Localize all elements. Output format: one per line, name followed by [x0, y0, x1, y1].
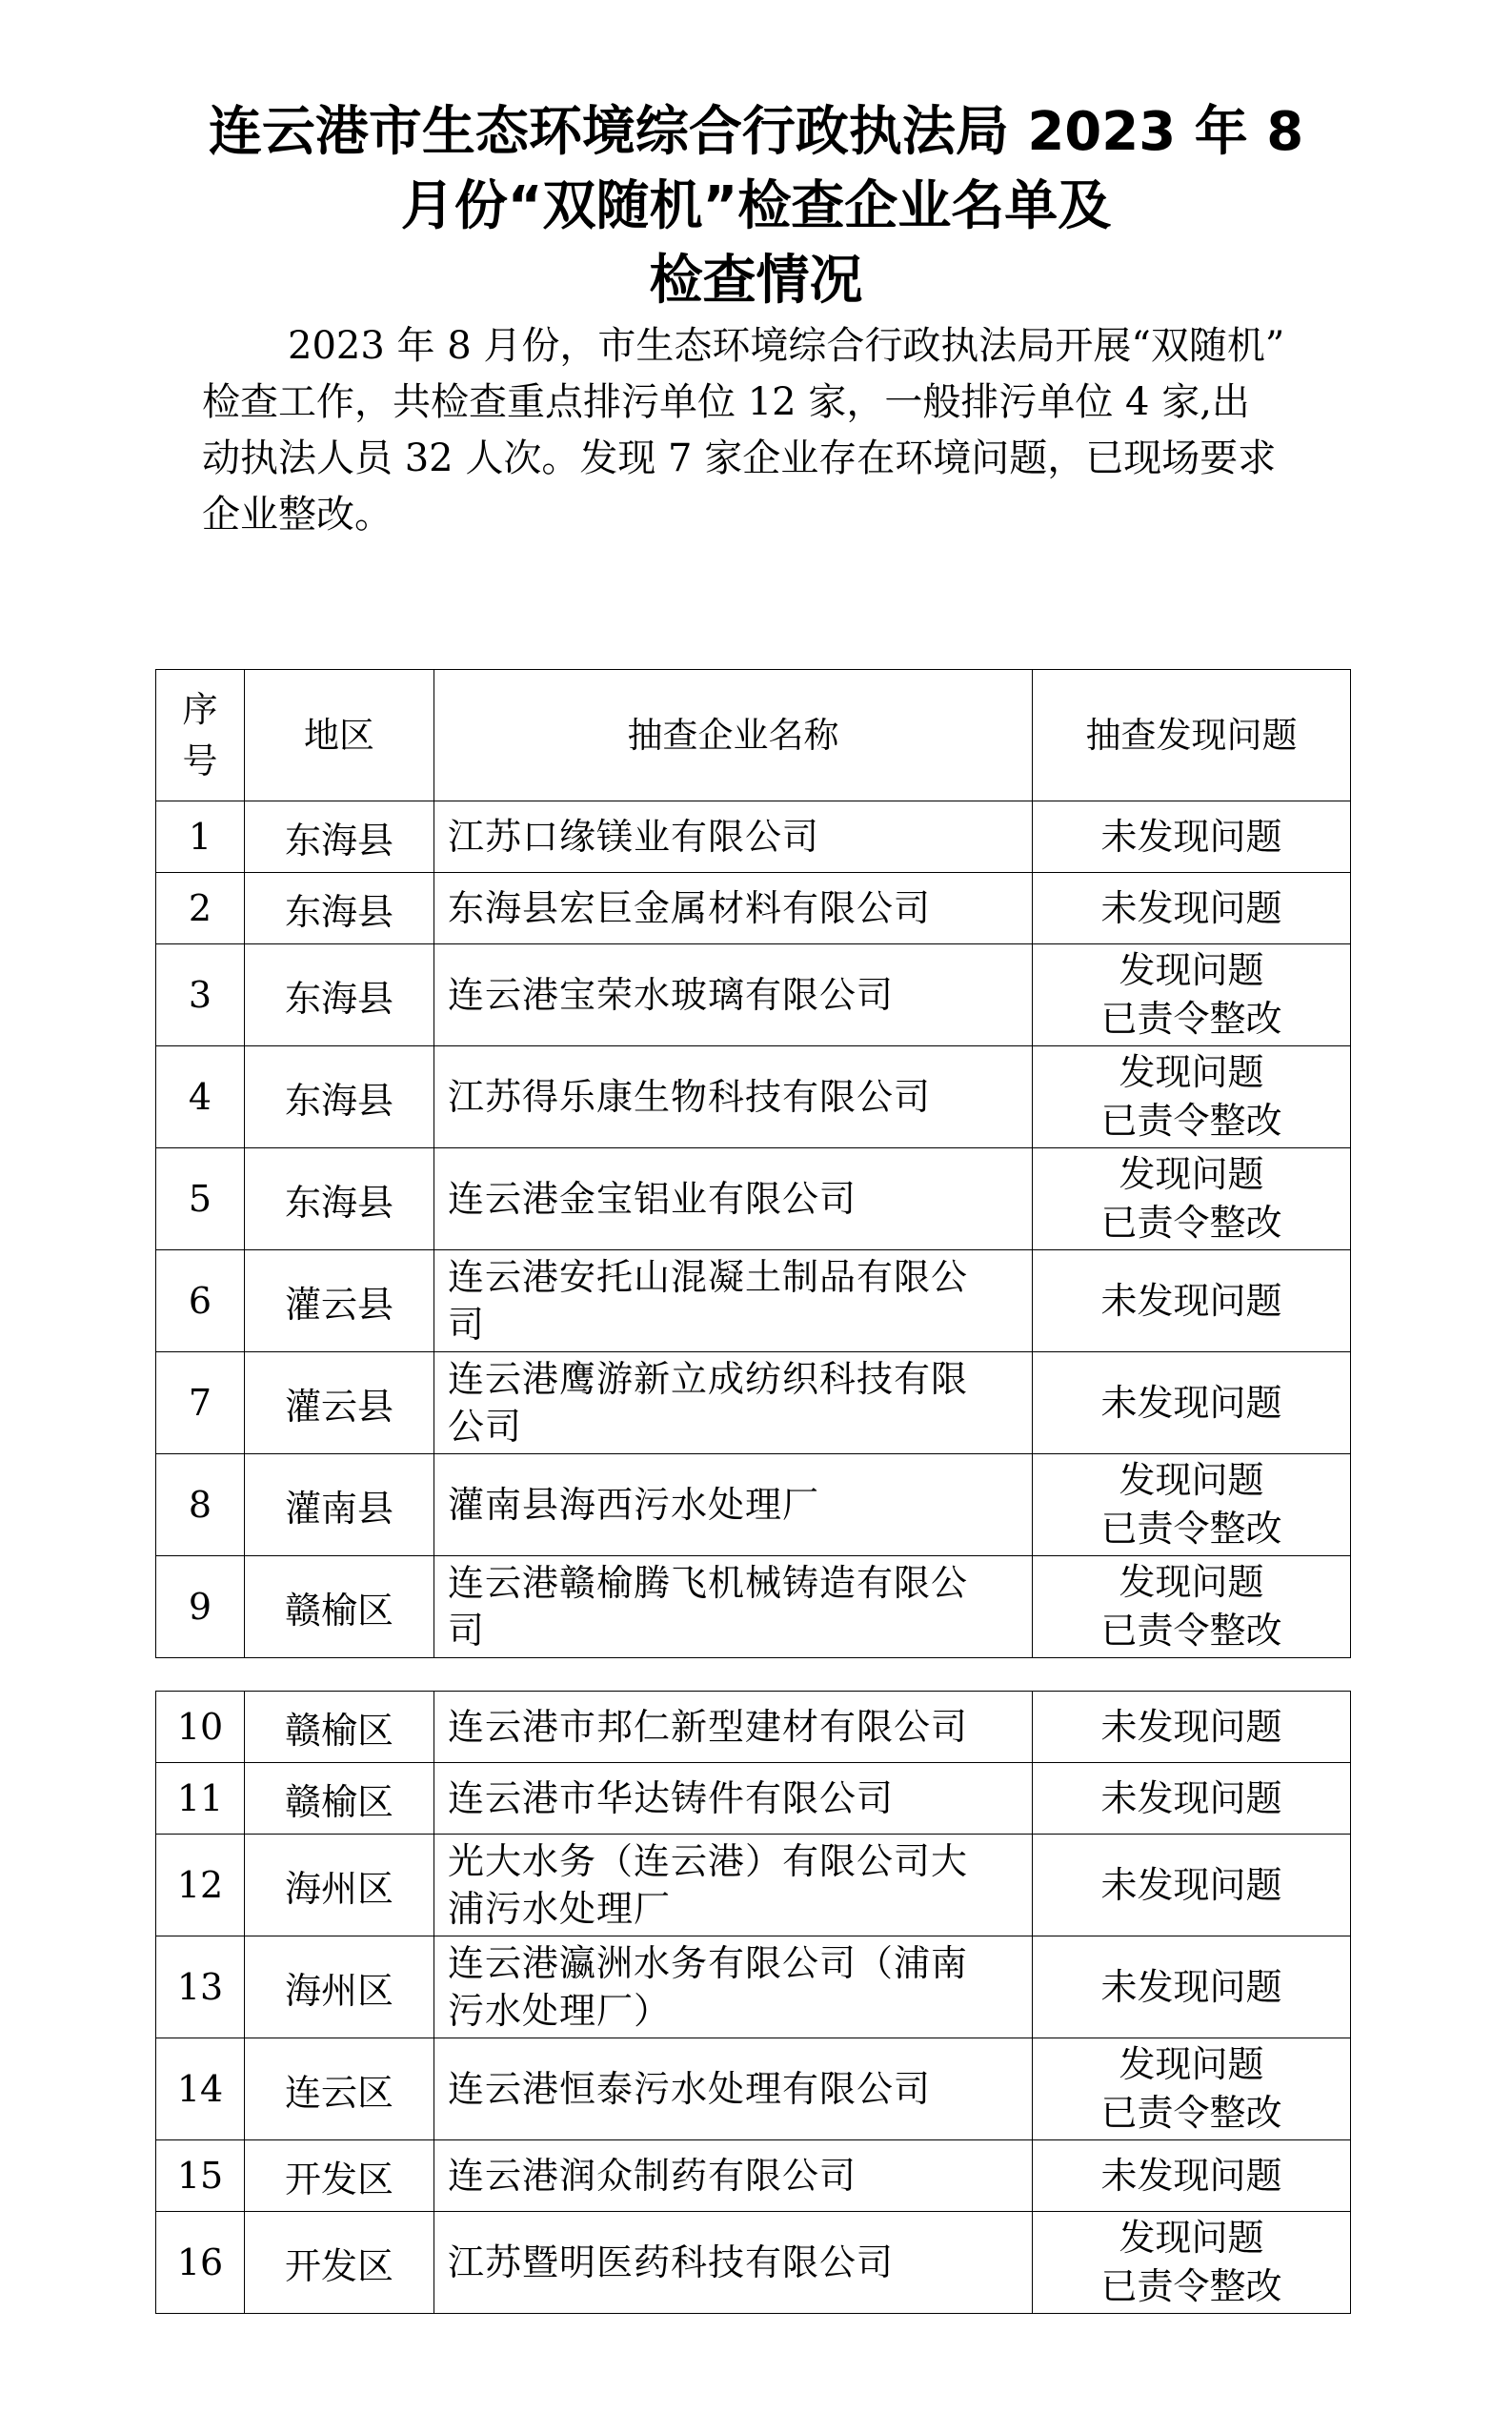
company-name-line: 连云港润众制药有限公司 [448, 2155, 857, 2197]
document-title-line-1: 连云港市生态环境综合行政执法局 2023 年 8 [208, 101, 1304, 163]
row-result [1033, 944, 1351, 1046]
company-name-line: 光大水务（连云港）有限公司大 [448, 1840, 969, 1882]
row-region: 灌南县 [245, 1454, 434, 1556]
result-line: 发现问题 [1119, 2043, 1264, 2085]
row-index: 12 [156, 1835, 245, 1936]
row-company [434, 1556, 1033, 1658]
company-name-line: 连云港安托山混凝土制品有限公 [448, 1256, 969, 1298]
company-name-line: 江苏口缘镁业有限公司 [448, 816, 820, 858]
company-name-line: 连云港瀛洲水务有限公司（浦南 [448, 1942, 969, 1984]
result-line: 已责令整改 [1100, 1100, 1282, 1142]
row-company [434, 1148, 1033, 1250]
company-name-line: 灌南县海西污水处理厂 [448, 1484, 820, 1526]
table-body-part-1 [156, 801, 1351, 1658]
result-line: 未发现问题 [1100, 815, 1282, 858]
result-line: 未发现问题 [1100, 1776, 1282, 1819]
row-company [434, 2140, 1033, 2212]
result-line: 发现问题 [1119, 1153, 1264, 1195]
intro-line: 检查工作，共检查重点排污单位 12 家，一般排污单位 4 家,出 [202, 380, 1250, 424]
row-result [1033, 1046, 1351, 1148]
table-row [156, 1352, 1351, 1454]
row-company [434, 944, 1033, 1046]
row-index: 6 [156, 1250, 245, 1352]
row-result [1033, 1835, 1351, 1936]
intro-line: 动执法人员 32 人次。发现 7 家企业存在环境问题，已现场要求 [202, 436, 1277, 480]
table-row [156, 2140, 1351, 2212]
company-name-line: 连云港宝荣水玻璃有限公司 [448, 974, 895, 1016]
table-header-row [156, 670, 1351, 801]
header-result: 抽查发现问题 [1033, 670, 1351, 801]
row-region: 东海县 [245, 1046, 434, 1148]
result-line: 未发现问题 [1100, 1381, 1282, 1424]
row-result [1033, 1148, 1351, 1250]
row-result [1033, 2212, 1351, 2314]
header-region: 地区 [245, 670, 434, 801]
row-index: 3 [156, 944, 245, 1046]
document-title-line-2: 月份“双随机”检查企业名单及 [400, 175, 1112, 237]
table-row [156, 1936, 1351, 2038]
row-result [1033, 2140, 1351, 2212]
row-index: 13 [156, 1936, 245, 2038]
row-result [1033, 873, 1351, 944]
row-region: 赣榆区 [245, 1556, 434, 1658]
result-line: 未发现问题 [1100, 1863, 1282, 1906]
row-region: 开发区 [245, 2140, 434, 2212]
row-result [1033, 1454, 1351, 1556]
table-row [156, 1148, 1351, 1250]
result-line: 已责令整改 [1100, 1202, 1282, 1244]
row-company [434, 2038, 1033, 2140]
row-company [434, 1763, 1033, 1835]
company-name-line: 浦污水处理厂 [448, 1888, 672, 1930]
row-index: 8 [156, 1454, 245, 1556]
row-company [434, 801, 1033, 873]
result-line: 发现问题 [1119, 1459, 1264, 1501]
row-index: 7 [156, 1352, 245, 1454]
company-name-line: 公司 [448, 1406, 523, 1448]
result-line: 已责令整改 [1100, 2265, 1282, 2307]
row-region: 灌云县 [245, 1352, 434, 1454]
row-company [434, 1936, 1033, 2038]
row-result [1033, 1692, 1351, 1763]
row-index: 10 [156, 1692, 245, 1763]
table-row [156, 1835, 1351, 1936]
result-line: 已责令整改 [1100, 2092, 1282, 2134]
table-row [156, 1763, 1351, 1835]
company-name-line: 东海县宏巨金属材料有限公司 [448, 887, 932, 929]
intro-line: 企业整改。 [202, 493, 393, 537]
row-result [1033, 1763, 1351, 1835]
table-row [156, 873, 1351, 944]
row-result [1033, 1250, 1351, 1352]
row-result [1033, 1936, 1351, 2038]
table-row [156, 1556, 1351, 1658]
result-line: 未发现问题 [1100, 2154, 1282, 2197]
row-result [1033, 2038, 1351, 2140]
result-line: 发现问题 [1119, 949, 1264, 991]
row-index: 2 [156, 873, 245, 944]
row-region: 灌云县 [245, 1250, 434, 1352]
row-region: 连云区 [245, 2038, 434, 2140]
result-line: 未发现问题 [1100, 1279, 1282, 1322]
row-region: 东海县 [245, 801, 434, 873]
row-region: 海州区 [245, 1835, 434, 1936]
result-line: 发现问题 [1119, 2217, 1264, 2259]
result-line: 发现问题 [1119, 1051, 1264, 1093]
row-company [434, 1454, 1033, 1556]
row-region: 赣榆区 [245, 1692, 434, 1763]
row-region: 开发区 [245, 2212, 434, 2314]
row-company [434, 1352, 1033, 1454]
table-row [156, 2212, 1351, 2314]
company-name-line: 连云港市邦仁新型建材有限公司 [448, 1706, 969, 1748]
table-body-part-2 [156, 1692, 1351, 2314]
row-company [434, 1046, 1033, 1148]
company-name-line: 江苏得乐康生物科技有限公司 [448, 1076, 932, 1118]
row-result [1033, 1352, 1351, 1454]
table-row [156, 2038, 1351, 2140]
row-index: 4 [156, 1046, 245, 1148]
row-index: 15 [156, 2140, 245, 2212]
table-row [156, 1250, 1351, 1352]
result-line: 未发现问题 [1100, 1705, 1282, 1748]
inspection-table-part-2 [155, 1691, 1351, 2314]
table-row [156, 1046, 1351, 1148]
company-name-line: 连云港赣榆腾飞机械铸造有限公 [448, 1562, 969, 1604]
row-index: 14 [156, 2038, 245, 2140]
row-region: 东海县 [245, 1148, 434, 1250]
row-index: 11 [156, 1763, 245, 1835]
row-region: 海州区 [245, 1936, 434, 2038]
header-company: 抽查企业名称 [434, 670, 1033, 801]
company-name-line: 连云港恒泰污水处理有限公司 [448, 2068, 932, 2110]
company-name-line: 司 [448, 1304, 486, 1346]
company-name-line: 江苏暨明医药科技有限公司 [448, 2241, 895, 2283]
result-line: 已责令整改 [1100, 1610, 1282, 1652]
company-name-line: 连云港金宝铝业有限公司 [448, 1178, 857, 1220]
result-line: 未发现问题 [1100, 1965, 1282, 2008]
intro-line: 2023 年 8 月份，市生态环境综合行政执法局开展“双随机” [288, 324, 1285, 368]
row-region: 东海县 [245, 873, 434, 944]
result-line: 发现问题 [1119, 1561, 1264, 1603]
row-index: 9 [156, 1556, 245, 1658]
row-index: 1 [156, 801, 245, 873]
company-name-line: 司 [448, 1610, 486, 1652]
result-line: 已责令整改 [1100, 1508, 1282, 1550]
row-company [434, 1835, 1033, 1936]
row-company [434, 1692, 1033, 1763]
intro-paragraph [202, 318, 1355, 543]
row-company [434, 2212, 1033, 2314]
table-row [156, 944, 1351, 1046]
row-region: 东海县 [245, 944, 434, 1046]
row-result [1033, 1556, 1351, 1658]
document-title-line-3: 检查情况 [649, 250, 863, 312]
row-region: 赣榆区 [245, 1763, 434, 1835]
result-line: 已责令整改 [1100, 998, 1282, 1040]
table-row [156, 1454, 1351, 1556]
table-row [156, 801, 1351, 873]
row-company [434, 1250, 1033, 1352]
company-name-line: 连云港鹰游新立成纺织科技有限 [448, 1358, 969, 1400]
company-name-line: 连云港市华达铸件有限公司 [448, 1777, 895, 1819]
row-result [1033, 801, 1351, 873]
row-index: 5 [156, 1148, 245, 1250]
header-index: 序 号 [156, 670, 245, 801]
result-line: 未发现问题 [1100, 886, 1282, 929]
row-index: 16 [156, 2212, 245, 2314]
inspection-table-part-1 [155, 669, 1351, 1658]
table-row [156, 1692, 1351, 1763]
company-name-line: 污水处理厂） [448, 1990, 672, 2032]
row-company [434, 873, 1033, 944]
